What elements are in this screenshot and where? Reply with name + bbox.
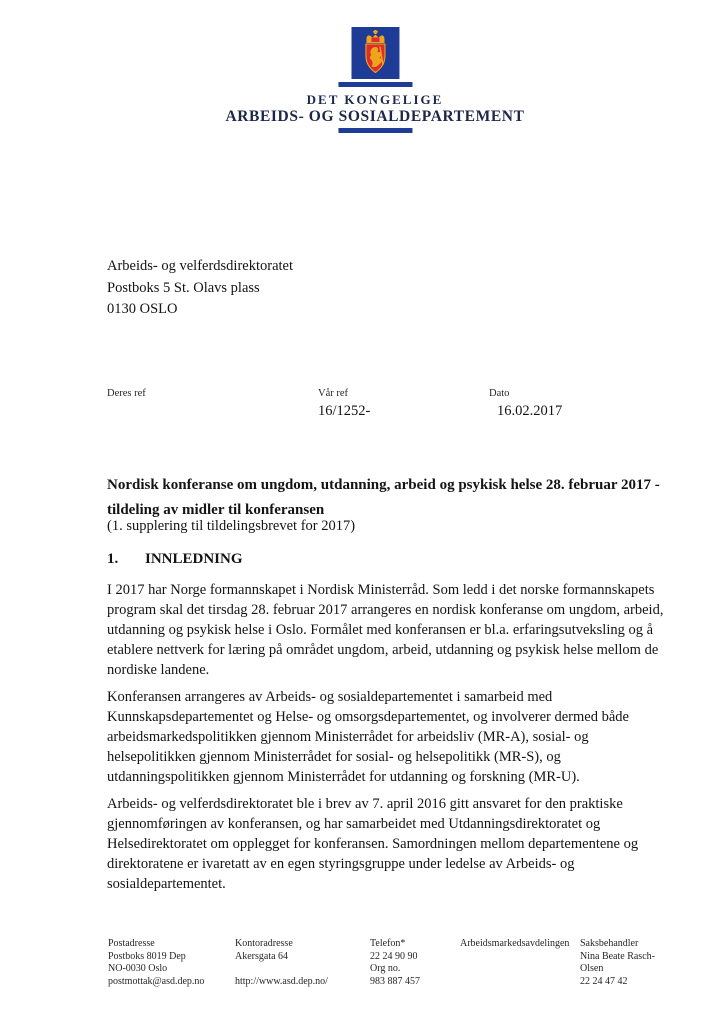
recipient-street: Postboks 5 St. Olavs plass xyxy=(107,279,260,296)
body-paragraph-1: I 2017 har Norge formannskapet i Nordisk Ministerråd. Som ledd i det norske formannskapets program skal det tirsdag 28. februar 2017 arrangeres en nordisk konferanse om ungdom, arbeid, utdanning og psykisk helse i Oslo. Formålet med konferansen er bl.a. erfaringsutveksling og å etablere nettverk for læring på området ungdom, arbeid, utdanning og psykisk helse mellom de nordiske landene. xyxy=(107,582,664,678)
footer-avdeling xyxy=(460,938,569,951)
letterhead-royal-line: DET KONGELIGE xyxy=(306,92,444,107)
deres-ref-label: Deres ref xyxy=(107,388,146,399)
subject-title: Nordisk konferanse om ungdom, utdanning, arbeid og psykisk helse 28. februar 2017 - tildeling av midler til konferansen xyxy=(107,477,660,518)
section-heading xyxy=(107,551,243,568)
footer-avdeling-name: Arbeidsmarkedsavdelingen xyxy=(460,938,570,949)
letterhead-divider-top xyxy=(338,82,412,87)
footer-postadresse-label: Postadresse xyxy=(108,938,155,949)
letterhead-ministry-name: ARBEIDS- OG SOSIALDEPARTEMENT xyxy=(225,108,525,125)
footer-saksbehandler-name: Nina Beate Rasch- xyxy=(580,950,655,962)
norway-coat-of-arms-icon xyxy=(351,27,399,79)
body-paragraph-3: Arbeids- og velferdsdirektoratet ble i brev av 7. april 2016 gitt ansvaret for den praktiske gjennomføringen av konferansen, og har samarbeidet med Utdanningsdirektoratet og Helsedirektoratet om opplegget for konferansen. Samordningen mellom departementene og direktoratene er ivaretatt av en egen styringsgruppe under ledelse av Arbeids- og sosialdepartementet. xyxy=(107,796,639,892)
recipient-address xyxy=(107,256,293,321)
dato-label: Dato xyxy=(489,388,510,399)
footer-postadresse-line: NO-0030 Oslo xyxy=(108,963,168,974)
dato-value: 16.02.2017 xyxy=(497,403,563,419)
recipient-city: 0130 OSLO xyxy=(107,301,178,317)
letterhead-divider-bottom xyxy=(338,128,412,133)
footer-saksbehandler-phone: 22 24 47 42 xyxy=(580,975,628,987)
body-paragraph-2: Konferansen arrangeres av Arbeids- og sosialdepartementet i samarbeid med Kunnskapsdepartementet og Helse- og omsorgsdepartementet, og involverer dermed både arbeidsmarkedspolitikken gjennom Ministerrådet for arbeidsliv (MR-A), sosial- og helsepolitikken gjennom Ministerrådet for sosial- og helsepolitikk (MR-S), og utdanningspolitikken gjennom Ministerrådet for utdanning og forskning (MR-U). xyxy=(107,689,629,785)
letterhead xyxy=(225,27,524,133)
var-ref-value: 16/1252- xyxy=(318,403,371,419)
footer-saksbehandler-label: Saksbehandler xyxy=(580,938,639,949)
footer-telefon-label: Telefon* xyxy=(370,938,406,949)
footer-kontoradresse-spacer xyxy=(235,963,328,976)
section-title: INNLEDNING xyxy=(145,551,243,567)
footer-kontoradresse-label: Kontoradresse xyxy=(235,938,293,949)
footer-kontoradresse-line: Akersgata 64 xyxy=(235,950,289,962)
footer-website: http://www.asd.dep.no/ xyxy=(235,975,328,987)
footer-saksbehandler xyxy=(580,938,662,988)
recipient-name: Arbeids- og velferdsdirektoratet xyxy=(107,258,294,274)
subject-note: (1. supplering til tildelingsbrevet for 2017) xyxy=(107,518,356,534)
section-number: 1. xyxy=(107,551,119,567)
footer-telefon xyxy=(370,938,420,988)
footer-orgno-label: Org no. xyxy=(370,963,401,974)
var-ref-label: Vår ref xyxy=(318,388,349,399)
footer-postadresse xyxy=(108,938,204,988)
footer-email: postmottak@asd.dep.no xyxy=(108,975,205,987)
footer-saksbehandler-name: Olsen xyxy=(580,963,604,974)
footer-kontoradresse xyxy=(235,938,328,988)
footer-postadresse-line: Postboks 8019 Dep xyxy=(108,950,186,962)
footer-orgno-value: 983 887 457 xyxy=(370,975,420,987)
footer-telefon-value: 22 24 90 90 xyxy=(370,950,418,962)
